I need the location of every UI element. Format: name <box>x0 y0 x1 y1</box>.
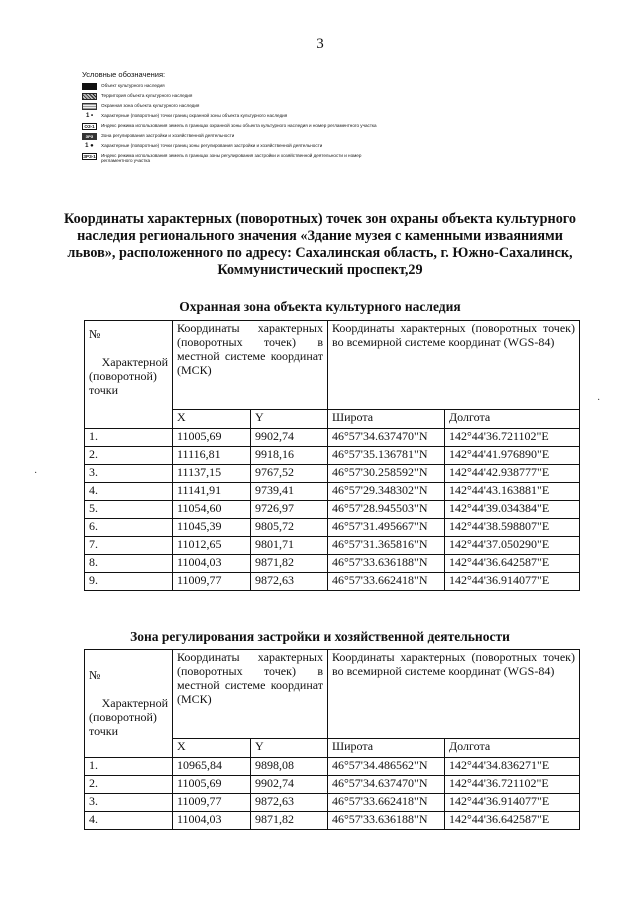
cell-x: 11054,60 <box>173 501 251 519</box>
cell-n: 8. <box>85 555 173 573</box>
legend-text: Охранная зона объекта культурного наследия <box>101 103 200 108</box>
cell-lon: 142°44'43.163881"E <box>445 483 580 501</box>
legend-item <box>82 133 382 140</box>
cell-x: 11005,69 <box>173 776 251 794</box>
cell-x: 11045,39 <box>173 519 251 537</box>
legend-item <box>82 123 382 130</box>
cell-y: 9898,08 <box>251 758 328 776</box>
cell-y: 9902,74 <box>251 776 328 794</box>
cell-lon: 142°44'36.914077"E <box>445 573 580 591</box>
security-zone-coordinates-table <box>84 320 580 591</box>
cell-y: 9739,41 <box>251 483 328 501</box>
table-row <box>85 447 580 465</box>
table-row <box>85 555 580 573</box>
cell-lon: 142°44'39.034384"E <box>445 501 580 519</box>
legend-item <box>82 83 382 90</box>
table-row <box>85 794 580 812</box>
cell-n: 3. <box>85 465 173 483</box>
cell-y: 9805,72 <box>251 519 328 537</box>
document-title: Координаты характерных (поворотных) точек зон охраны объекта культурного наследия регионального значения «Здание музея с каменными изваяниями львов», расположенного по адресу: Сахалинская область, г. Южно-Сахалинск, Коммунистический проспект,29 <box>64 211 576 278</box>
y-header: Y <box>251 739 328 758</box>
cell-y: 9872,63 <box>251 573 328 591</box>
msk-header: Координаты характерных (поворотных точек) в местной системе координат (МСК) <box>173 650 328 739</box>
y-header: Y <box>251 410 328 429</box>
cell-lon: 142°44'37.050290"E <box>445 537 580 555</box>
cell-lat: 46°57'31.365816"N <box>328 537 445 555</box>
cell-n: 3. <box>85 794 173 812</box>
cell-lon: 142°44'41.976890"E <box>445 447 580 465</box>
latitude-header: Широта <box>328 410 445 429</box>
table-header-row <box>85 650 580 739</box>
cell-n: 5. <box>85 501 173 519</box>
table-row <box>85 501 580 519</box>
legend-item <box>82 153 382 163</box>
header-label-line: Характерной <box>101 355 168 369</box>
cell-y: 9918,16 <box>251 447 328 465</box>
legend-title: Условные обозначения: <box>82 70 166 79</box>
cell-lat: 46°57'28.945503"N <box>328 501 445 519</box>
table-row <box>85 429 580 447</box>
legend-text: Характерные (поворотные) точки границ зоны регулирования застройки и хозяйственной деятельности <box>101 143 323 148</box>
cell-lat: 46°57'33.662418"N <box>328 573 445 591</box>
scan-speck: · <box>34 468 38 479</box>
legend-item <box>82 143 382 150</box>
cell-y: 9902,74 <box>251 429 328 447</box>
legend-symbol-icon: ЗРЗ-1 <box>83 153 96 159</box>
legend-text: Территория объекта культурного наследия <box>101 93 193 98</box>
cell-lon: 142°44'42.938777"E <box>445 465 580 483</box>
legend-symbol-icon <box>82 103 97 110</box>
legend-symbol-icon <box>82 83 97 90</box>
legend-text: Характерные (поворотные) точки границ охранной зоны объекта культурного наследия <box>101 113 288 118</box>
cell-lat: 46°57'35.136781"N <box>328 447 445 465</box>
table-header-row <box>85 321 580 410</box>
table-row <box>85 776 580 794</box>
header-label-line: Характерной <box>101 696 168 710</box>
header-label-line: (поворотной) <box>89 369 157 383</box>
scan-speck: · <box>597 395 601 406</box>
cell-lon: 142°44'38.598807"E <box>445 519 580 537</box>
cell-y: 9871,82 <box>251 555 328 573</box>
legend-symbol-icon: 1 ● <box>85 142 94 149</box>
number-sign: № <box>89 327 101 341</box>
latitude-header: Широта <box>328 739 445 758</box>
cell-lat: 46°57'33.662418"N <box>328 794 445 812</box>
x-header: X <box>173 739 251 758</box>
cell-x: 11009,77 <box>173 573 251 591</box>
map-legend <box>82 70 382 166</box>
legend-text: Индекс режима использования земель в границах зоны регулирования застройки и хозяйственной деятельности и номер регламентного участка <box>101 153 362 164</box>
cell-lat: 46°57'31.495667"N <box>328 519 445 537</box>
cell-x: 11141,91 <box>173 483 251 501</box>
cell-n: 7. <box>85 537 173 555</box>
legend-text: Объект культурного наследия <box>101 83 165 88</box>
number-sign: № <box>89 668 101 682</box>
cell-x: 11004,03 <box>173 812 251 830</box>
cell-y: 9767,52 <box>251 465 328 483</box>
legend-symbol-icon <box>82 93 97 100</box>
cell-n: 2. <box>85 776 173 794</box>
cell-n: 4. <box>85 483 173 501</box>
cell-n: 4. <box>85 812 173 830</box>
cell-lon: 142°44'36.642587"E <box>445 812 580 830</box>
cell-lat: 46°57'34.486562"N <box>328 758 445 776</box>
cell-n: 6. <box>85 519 173 537</box>
section-title-regulation-zone: Зона регулирования застройки и хозяйственной деятельности <box>130 629 510 644</box>
header-label-line: точки <box>89 383 119 397</box>
cell-lat: 46°57'33.636188"N <box>328 812 445 830</box>
cell-lon: 142°44'36.721102"E <box>445 429 580 447</box>
regulation-zone-coordinates-table <box>84 649 580 830</box>
cell-lat: 46°57'29.348302"N <box>328 483 445 501</box>
cell-y: 9726,97 <box>251 501 328 519</box>
longitude-header: Долгота <box>445 739 580 758</box>
cell-lat: 46°57'33.636188"N <box>328 555 445 573</box>
legend-symbol-icon: ЗРЗ <box>82 133 97 140</box>
table-row <box>85 537 580 555</box>
cell-n: 1. <box>85 758 173 776</box>
cell-x: 11005,69 <box>173 429 251 447</box>
cell-x: 10965,84 <box>173 758 251 776</box>
table-row <box>85 519 580 537</box>
cell-x: 11116,81 <box>173 447 251 465</box>
legend-text: Индекс режима использования земель в границах охранной зоны объекта культурного наследия и номер регламентного участка <box>101 123 377 128</box>
cell-n: 2. <box>85 447 173 465</box>
header-label-line: точки <box>89 724 119 738</box>
cell-lon: 142°44'36.914077"E <box>445 794 580 812</box>
point-number-header <box>85 650 173 758</box>
longitude-header: Долгота <box>445 410 580 429</box>
cell-y: 9801,71 <box>251 537 328 555</box>
wgs-header: Координаты характерных (поворотных точек) во всемирной системе координат (WGS-84) <box>328 650 580 739</box>
legend-text: Зона регулирования застройки и хозяйственной деятельности <box>101 133 235 138</box>
cell-lon: 142°44'36.721102"E <box>445 776 580 794</box>
cell-lon: 142°44'36.642587"E <box>445 555 580 573</box>
cell-lat: 46°57'30.258592"N <box>328 465 445 483</box>
table-row <box>85 483 580 501</box>
legend-item <box>82 113 382 120</box>
legend-symbol-icon: 1 • <box>85 112 94 119</box>
wgs-header: Координаты характерных (поворотных точек) во всемирной системе координат (WGS-84) <box>328 321 580 410</box>
legend-item <box>82 103 382 110</box>
cell-lon: 142°44'34.836271"E <box>445 758 580 776</box>
table-row <box>85 758 580 776</box>
table-row <box>85 465 580 483</box>
legend-symbol-icon: ОЗ-1 <box>82 123 97 130</box>
table-row <box>85 573 580 591</box>
legend-item <box>82 93 382 100</box>
legend-items <box>82 83 382 163</box>
cell-y: 9871,82 <box>251 812 328 830</box>
cell-y: 9872,63 <box>251 794 328 812</box>
table-row <box>85 812 580 830</box>
msk-header: Координаты характерных (поворотных точек) в местной системе координат (МСК) <box>173 321 328 410</box>
cell-x: 11012,65 <box>173 537 251 555</box>
page-number: 3 <box>316 36 324 52</box>
x-header: X <box>173 410 251 429</box>
header-label-line: (поворотной) <box>89 710 157 724</box>
cell-lat: 46°57'34.637470"N <box>328 776 445 794</box>
cell-n: 1. <box>85 429 173 447</box>
cell-x: 11137,15 <box>173 465 251 483</box>
cell-n: 9. <box>85 573 173 591</box>
cell-x: 11009,77 <box>173 794 251 812</box>
cell-lat: 46°57'34.637470"N <box>328 429 445 447</box>
section-title-security-zone: Охранная зона объекта культурного наследия <box>179 299 461 314</box>
point-number-header <box>85 321 173 429</box>
cell-x: 11004,03 <box>173 555 251 573</box>
